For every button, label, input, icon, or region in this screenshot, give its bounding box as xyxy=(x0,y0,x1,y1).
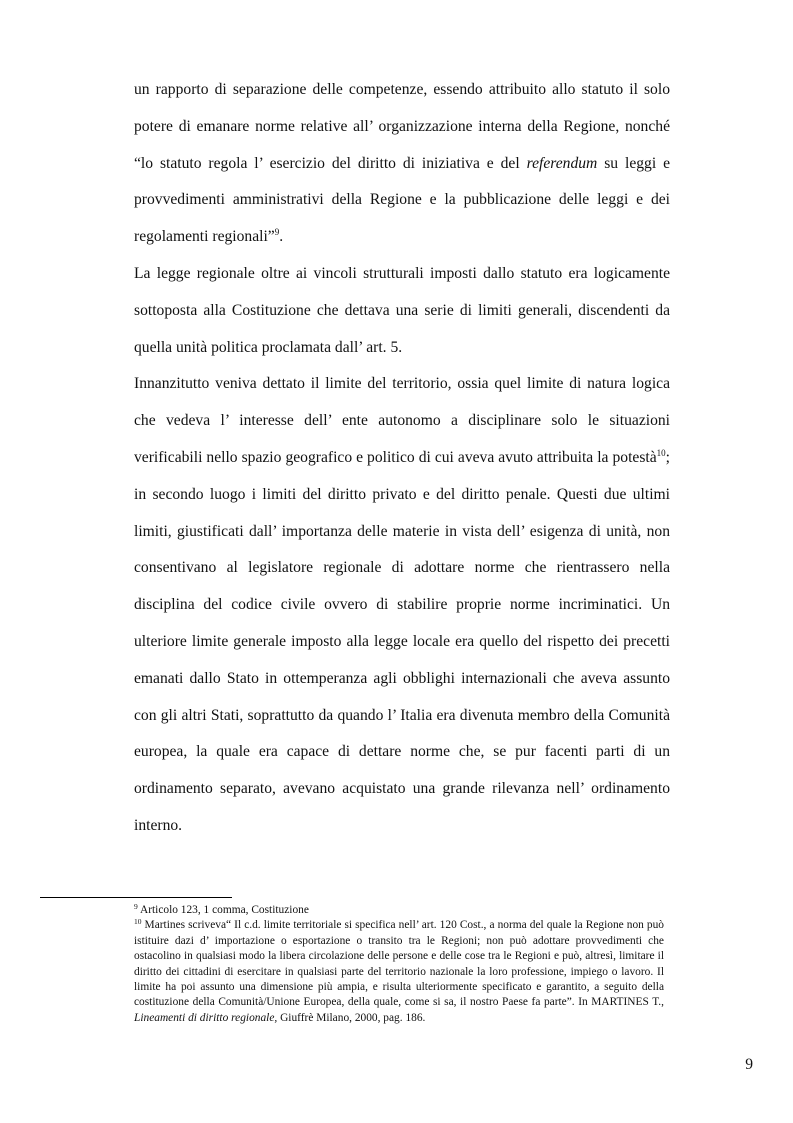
paragraph-1 xyxy=(134,72,670,256)
footnote-9 xyxy=(134,903,664,918)
paragraph-1-end: . xyxy=(279,228,284,246)
footnote-separator xyxy=(40,897,232,898)
footnote-book-title: Lineamenti di diritto regionale, xyxy=(134,1011,278,1024)
footnote-text: Articolo 123, 1 comma, Costituzione xyxy=(137,904,309,916)
footnote-10 xyxy=(134,918,664,1026)
italic-term-referendum: referendum xyxy=(526,154,598,172)
footnotes xyxy=(134,903,664,1026)
paragraph-3-text-continued: ; in secondo luogo i limiti del diritto privato e del diritto penale. Questi due ultimi limiti, giustificati dall’ importanza delle materie in vista dell’ esigenza di unità, non consentivano al legislatore regionale di adottare norme che rientrassero nella disciplina del codice civile ovvero di stabilire proprie norme incriminatici. Un ulteriore limite generale imposto alla legge locale era quello del rispetto dei precetti emanati dallo Stato in ottemperanza agli obblighi internazionali che aveva assunto con gli altri Stati, soprattutto da quando l’ Italia era divenuta membro della Comunità europea, la quale era capace di dettare norme che, se pur facenti parti di un ordinamento separato, avevano acquistato una grande rilevanza nell’ ordinamento interno. xyxy=(134,448,670,834)
footnote-ref-10[interactable]: 10 xyxy=(656,447,666,458)
paragraph-1-text: un rapporto di separazione delle competenze, essendo attribuito allo statuto il solo potere di emanare norme relative all’ organizzazione interna della Regione, nonché “lo statuto regola l’ esercizio del diritto di iniziativa e del xyxy=(134,81,670,172)
footnote-text: Martines scriveva“ Il c.d. limite territoriale si specifica nell’ art. 120 Cost., a norma del quale la Regione non può istituire dazi d’ importazione o esportazione o transito tra le Regioni; non può adottare provvedimenti che ostacolino in qualsiasi modo la libera circolazione delle persone e delle cose tra le Regioni e può, altresì, limitare il diritto dei cittadini di esercitare in qualsiasi parte del territorio nazionale la loro professione, impiego o lavoro. Il limite ha poi assunto una dimensione più ampia, e risulta ulteriormente specificato e garantito, a seguito della costituzione della Comunità/Unione Europea, della quale, come si sa, il nostro Paese fa parte”. In MARTINES T., xyxy=(134,919,664,1009)
paragraph-1-text-continued: su leggi e provvedimenti amministrativi della Regione e la pubblicazione delle leggi e dei regolamenti regionali” xyxy=(134,154,670,246)
footnote-ref-9[interactable]: 9 xyxy=(274,227,280,238)
page-number: 9 xyxy=(745,1056,753,1073)
paragraph-3-text: Innanzitutto veniva dettato il limite del territorio, ossia quel limite di natura logica che vedeva l’ interesse dell’ ente autonomo a disciplinare solo le situazioni verificabili nello spazio geografico e politico di cui aveva avuto attribuita la potestà xyxy=(134,375,670,466)
footnote-number: 10 xyxy=(134,917,142,927)
paragraph-2: La legge regionale oltre ai vincoli strutturali imposti dallo statuto era logicamente sottoposta alla Costituzione che dettava una serie di limiti generali, discendenti da quella unità politica proclamata dall’ art. 5. xyxy=(134,264,670,356)
paragraph-3 xyxy=(134,366,670,844)
body-text xyxy=(134,72,670,845)
footnote-citation-tail: Giuffrè Milano, 2000, pag. 186. xyxy=(277,1011,426,1024)
footnote-number: 9 xyxy=(134,902,138,911)
